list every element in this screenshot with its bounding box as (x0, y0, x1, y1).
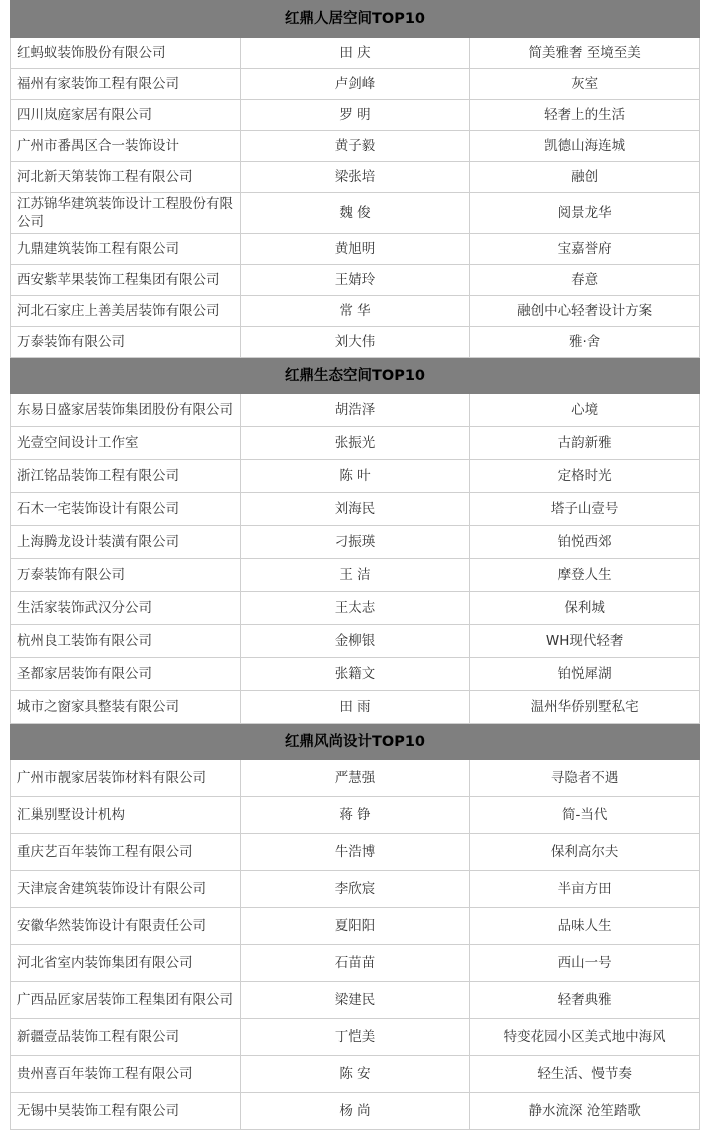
table-row (11, 427, 700, 460)
work-cell: 定格时光 (470, 460, 700, 493)
company-cell: 万泰装饰有限公司 (11, 559, 241, 592)
designer-cell: 梁建民 (240, 982, 470, 1019)
company-cell: 汇巢别墅设计机构 (11, 797, 241, 834)
designer-cell: 陈 叶 (240, 460, 470, 493)
work-cell: 铂悦犀湖 (470, 658, 700, 691)
company-cell: 石木一宅装饰设计有限公司 (11, 493, 241, 526)
designer-cell: 王太志 (240, 592, 470, 625)
designer-cell: 梁张培 (240, 162, 470, 193)
work-cell: 寻隐者不遇 (470, 760, 700, 797)
work-cell: 雅·舍 (470, 327, 700, 358)
company-cell: 广州市靓家居装饰材料有限公司 (11, 760, 241, 797)
work-cell: 阅景龙华 (470, 193, 700, 234)
company-cell: 无锡中昊装饰工程有限公司 (11, 1093, 241, 1130)
company-cell: 新疆壹品装饰工程有限公司 (11, 1019, 241, 1056)
company-cell: 西安紫苹果装饰工程集团有限公司 (11, 265, 241, 296)
work-cell: 灰室 (470, 69, 700, 100)
company-cell: 广州市番禺区合一装饰设计 (11, 131, 241, 162)
company-cell: 重庆艺百年装饰工程有限公司 (11, 834, 241, 871)
section-title: 红鼎风尚设计TOP10 (11, 724, 700, 760)
awards-table-body (11, 1, 700, 1130)
table-row (11, 131, 700, 162)
work-cell: 温州华侨别墅私宅 (470, 691, 700, 724)
table-row (11, 834, 700, 871)
designer-cell: 刁振瑛 (240, 526, 470, 559)
table-row (11, 982, 700, 1019)
table-row (11, 38, 700, 69)
company-cell: 江苏锦华建筑装饰设计工程股份有限公司 (11, 193, 241, 234)
table-row (11, 193, 700, 234)
table-row (11, 296, 700, 327)
table-row (11, 871, 700, 908)
table-row (11, 625, 700, 658)
section-header-row (11, 1, 700, 38)
work-cell: 保利高尔夫 (470, 834, 700, 871)
section-header-row (11, 724, 700, 760)
work-cell: 融创 (470, 162, 700, 193)
work-cell: 静水流深 沧笙踏歌 (470, 1093, 700, 1130)
company-cell: 光壹空间设计工作室 (11, 427, 241, 460)
designer-cell: 夏阳阳 (240, 908, 470, 945)
designer-cell: 罗 明 (240, 100, 470, 131)
designer-cell: 刘海民 (240, 493, 470, 526)
work-cell: 轻奢上的生活 (470, 100, 700, 131)
table-row (11, 908, 700, 945)
company-cell: 广西品匠家居装饰工程集团有限公司 (11, 982, 241, 1019)
work-cell: 简美雅奢 至境至美 (470, 38, 700, 69)
designer-cell: 田 雨 (240, 691, 470, 724)
work-cell: 春意 (470, 265, 700, 296)
company-cell: 杭州良工装饰有限公司 (11, 625, 241, 658)
work-cell: 特变花园小区美式地中海风 (470, 1019, 700, 1056)
designer-cell: 陈 安 (240, 1056, 470, 1093)
table-row (11, 1093, 700, 1130)
table-row (11, 797, 700, 834)
designer-cell: 黄旭明 (240, 234, 470, 265)
table-row (11, 526, 700, 559)
company-cell: 河北新天第装饰工程有限公司 (11, 162, 241, 193)
work-cell: 半亩方田 (470, 871, 700, 908)
designer-cell: 刘大伟 (240, 327, 470, 358)
section-title: 红鼎生态空间TOP10 (11, 358, 700, 394)
designer-cell: 蒋 铮 (240, 797, 470, 834)
work-cell: 西山一号 (470, 945, 700, 982)
table-row (11, 559, 700, 592)
company-cell: 浙江铭品装饰工程有限公司 (11, 460, 241, 493)
table-row (11, 162, 700, 193)
designer-cell: 严慧强 (240, 760, 470, 797)
work-cell: 铂悦西郊 (470, 526, 700, 559)
work-cell: 塔子山壹号 (470, 493, 700, 526)
work-cell: 轻生活、慢节奏 (470, 1056, 700, 1093)
designer-cell: 金柳银 (240, 625, 470, 658)
work-cell: 摩登人生 (470, 559, 700, 592)
table-row (11, 1056, 700, 1093)
work-cell: 轻奢典雅 (470, 982, 700, 1019)
table-row (11, 69, 700, 100)
designer-cell: 黄子毅 (240, 131, 470, 162)
designer-cell: 牛浩博 (240, 834, 470, 871)
company-cell: 九鼎建筑装饰工程有限公司 (11, 234, 241, 265)
company-cell: 四川岚庭家居有限公司 (11, 100, 241, 131)
designer-cell: 石苗苗 (240, 945, 470, 982)
company-cell: 城市之窗家具整装有限公司 (11, 691, 241, 724)
work-cell: 凯德山海连城 (470, 131, 700, 162)
designer-cell: 李欣宸 (240, 871, 470, 908)
company-cell: 红蚂蚁装饰股份有限公司 (11, 38, 241, 69)
table-row (11, 658, 700, 691)
table-row (11, 460, 700, 493)
designer-cell: 杨 尚 (240, 1093, 470, 1130)
company-cell: 生活家装饰武汉分公司 (11, 592, 241, 625)
designer-cell: 田 庆 (240, 38, 470, 69)
table-row (11, 100, 700, 131)
table-row (11, 394, 700, 427)
designer-cell: 王 洁 (240, 559, 470, 592)
company-cell: 安徽华然装饰设计有限责任公司 (11, 908, 241, 945)
section-header-row (11, 358, 700, 394)
work-cell: 品味人生 (470, 908, 700, 945)
designer-cell: 卢剑峰 (240, 69, 470, 100)
designer-cell: 王婧玲 (240, 265, 470, 296)
designer-cell: 魏 俊 (240, 193, 470, 234)
table-row (11, 327, 700, 358)
company-cell: 万泰装饰有限公司 (11, 327, 241, 358)
designer-cell: 胡浩泽 (240, 394, 470, 427)
work-cell: 融创中心轻奢设计方案 (470, 296, 700, 327)
work-cell: 保利城 (470, 592, 700, 625)
company-cell: 东易日盛家居装饰集团股份有限公司 (11, 394, 241, 427)
table-row (11, 493, 700, 526)
table-row (11, 1019, 700, 1056)
work-cell: WH现代轻奢 (470, 625, 700, 658)
designer-cell: 张振光 (240, 427, 470, 460)
work-cell: 古韵新雅 (470, 427, 700, 460)
designer-cell: 张籍文 (240, 658, 470, 691)
work-cell: 心境 (470, 394, 700, 427)
work-cell: 宝嘉誉府 (470, 234, 700, 265)
company-cell: 福州有家装饰工程有限公司 (11, 69, 241, 100)
work-cell: 简-当代 (470, 797, 700, 834)
company-cell: 天津宸舍建筑装饰设计有限公司 (11, 871, 241, 908)
table-row (11, 592, 700, 625)
table-row (11, 945, 700, 982)
section-title: 红鼎人居空间TOP10 (11, 1, 700, 38)
designer-cell: 常 华 (240, 296, 470, 327)
company-cell: 贵州喜百年装饰工程有限公司 (11, 1056, 241, 1093)
company-cell: 河北石家庄上善美居装饰有限公司 (11, 296, 241, 327)
table-row (11, 760, 700, 797)
awards-table (10, 0, 700, 1130)
table-row (11, 691, 700, 724)
table-row (11, 234, 700, 265)
company-cell: 圣都家居装饰有限公司 (11, 658, 241, 691)
company-cell: 上海腾龙设计装潢有限公司 (11, 526, 241, 559)
company-cell: 河北省室内装饰集团有限公司 (11, 945, 241, 982)
table-row (11, 265, 700, 296)
designer-cell: 丁恺美 (240, 1019, 470, 1056)
